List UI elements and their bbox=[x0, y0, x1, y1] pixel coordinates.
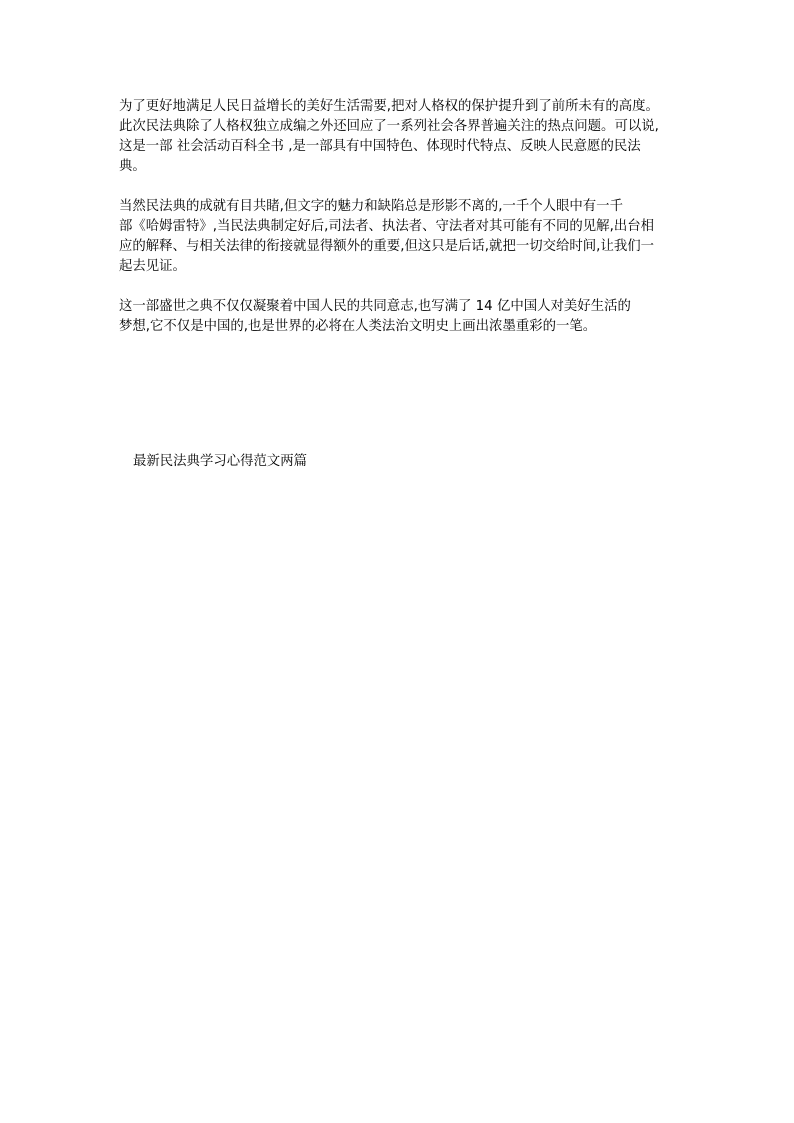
paragraph-line: 为了更好地满足人民日益增长的美好生活需要,把对人格权的保护提升到了前所未有的高度。 bbox=[119, 99, 659, 114]
paragraph-line: 这一部盛世之典不仅仅凝聚着中国人民的共同意志,也写满了 14 亿中国人对美好生活的 bbox=[119, 299, 631, 314]
paragraph-line: 起去见证。 bbox=[119, 259, 186, 274]
paragraph-line: 这是一部 社会活动百科全书 ,是一部具有中国特色、体现时代特点、反映人民意愿的民法 bbox=[119, 139, 641, 154]
paragraph-3 bbox=[119, 297, 679, 337]
paragraph-1 bbox=[119, 97, 679, 177]
paragraph-line: 梦想,它不仅是中国的,也是世界的必将在人类法治文明史上画出浓墨重彩的一笔。 bbox=[119, 319, 597, 334]
paragraph-2 bbox=[119, 197, 679, 277]
paragraph-line: 此次民法典除了人格权独立成编之外还回应了一系列社会各界普遍关注的热点问题。可以说, bbox=[119, 119, 659, 134]
paragraph-line: 当然民法典的成就有目共睹,但文字的魅力和缺陷总是形影不离的,一千个人眼中有一千 bbox=[119, 199, 623, 214]
paragraph-line: 部《哈姆雷特》,当民法典制定好后,司法者、执法者、守法者对其可能有不同的见解,出台相 bbox=[119, 219, 655, 234]
section-heading: 最新民法典学习心得范文两篇 bbox=[133, 454, 308, 469]
paragraph-line: 应的解释、与相关法律的衔接就显得额外的重要,但这只是后话,就把一切交给时间,让我们一 bbox=[119, 239, 655, 254]
paragraph-line: 典。 bbox=[119, 159, 146, 174]
